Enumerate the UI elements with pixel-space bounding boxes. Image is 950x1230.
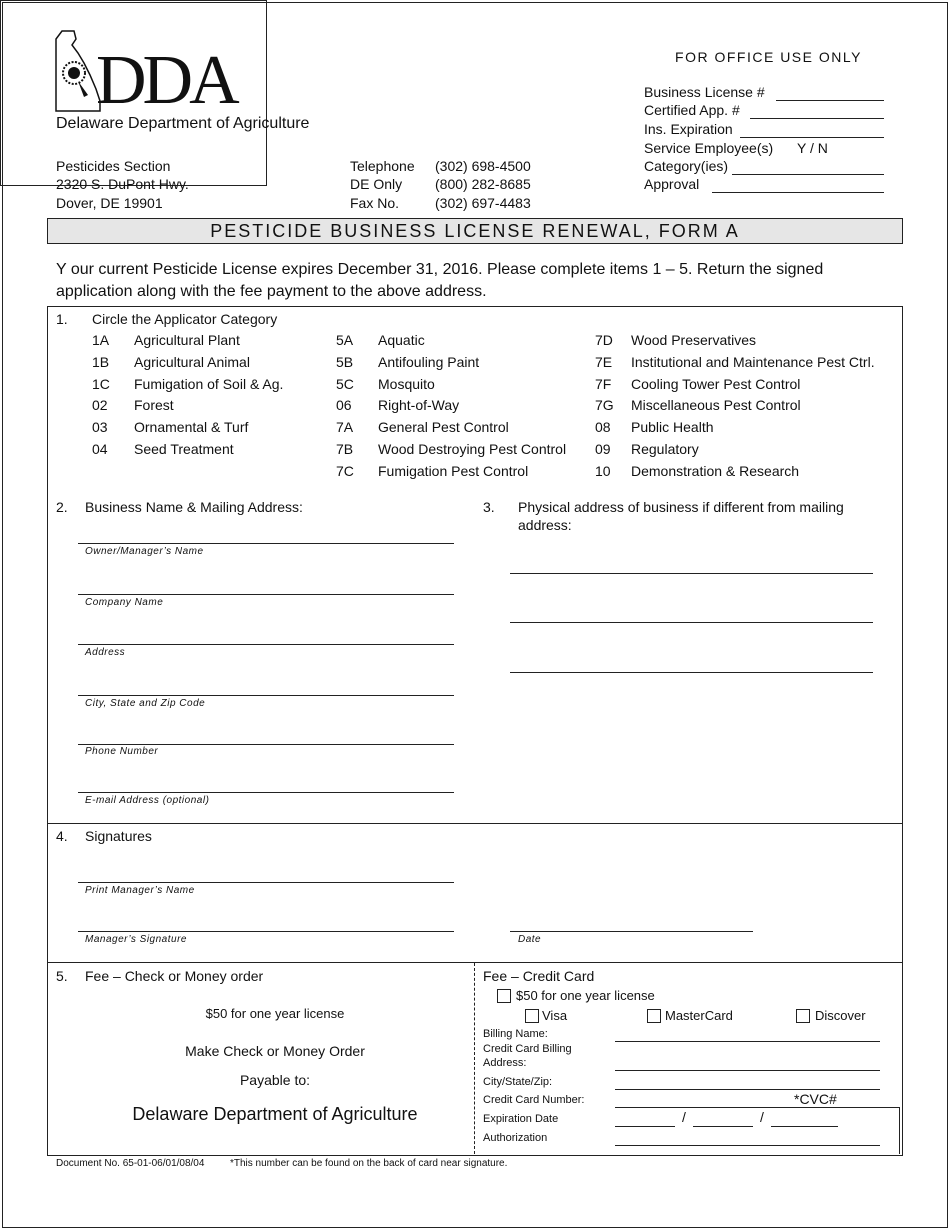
- field-caption: Manager’s Signature: [85, 934, 187, 945]
- office-field-label: Ins. Expiration: [644, 121, 733, 137]
- payee-name: Delaware Department of Agriculture: [132, 1104, 418, 1124]
- section-divider: [47, 823, 902, 824]
- category-code: 04: [92, 441, 108, 457]
- category-code: 06: [336, 397, 352, 413]
- category-code: 7C: [336, 463, 354, 479]
- card-type-label: MasterCard: [665, 1008, 733, 1023]
- credit-city-field[interactable]: [615, 1089, 880, 1090]
- category-code: 7F: [595, 376, 612, 392]
- section-number: 4.: [56, 828, 68, 844]
- category-label[interactable]: Institutional and Maintenance Pest Ctrl.: [631, 354, 875, 370]
- agency-name: Delaware Department of Agriculture: [56, 115, 310, 132]
- address-field[interactable]: [78, 644, 454, 645]
- category-label[interactable]: Forest: [134, 397, 174, 413]
- office-field-label: Approval: [644, 176, 700, 192]
- check-fee-amount: $50 for one year license: [205, 1006, 345, 1021]
- field-caption: Print Manager’s Name: [85, 885, 195, 896]
- office-field-label: Service Employee(s): [644, 140, 774, 156]
- visa-checkbox[interactable]: [525, 1009, 539, 1023]
- billing-address-label: Credit Card Billing: [483, 1043, 572, 1055]
- contact-value: (302) 697-4483: [435, 195, 531, 211]
- credit-right-divider: [899, 1108, 900, 1154]
- billing-address-field[interactable]: [615, 1070, 880, 1071]
- section-number: 1.: [56, 311, 68, 327]
- section1-title: Circle the Applicator Category: [92, 311, 278, 327]
- phone-number-field[interactable]: [78, 744, 454, 745]
- category-label[interactable]: General Pest Control: [378, 419, 509, 435]
- contact-value: (302) 698-4500: [435, 158, 531, 174]
- category-code: 02: [92, 397, 108, 413]
- payable-to-text: Payable to:: [239, 1072, 311, 1088]
- section2-title: Business Name & Mailing Address:: [85, 499, 303, 515]
- field-caption: Owner/Manager’s Name: [85, 546, 204, 557]
- office-use-title: FOR OFFICE USE ONLY: [675, 49, 862, 65]
- city-state-zip-field[interactable]: [78, 695, 454, 696]
- field-caption: E-mail Address (optional): [85, 795, 210, 806]
- print-manager-name-field[interactable]: [78, 882, 454, 883]
- category-label[interactable]: Aquatic: [378, 332, 425, 348]
- section-number: 3.: [483, 499, 495, 515]
- intro-text: Y our current Pesticide License expires December 31, 2016. Please complete items 1 – 5. Return the signed: [56, 261, 824, 278]
- office-use-box: [0, 0, 267, 186]
- physical-address-field[interactable]: [510, 622, 873, 623]
- category-code: 1B: [92, 354, 110, 370]
- credit-fee-option: $50 for one year license: [516, 988, 655, 1003]
- office-field-label: Category(ies): [644, 158, 729, 174]
- category-code: 5B: [336, 354, 354, 370]
- email-field[interactable]: [78, 792, 454, 793]
- date-separator: /: [760, 1109, 764, 1125]
- card-number-label: Credit Card Number:: [483, 1094, 585, 1106]
- category-code: 5C: [336, 376, 354, 392]
- physical-address-field[interactable]: [510, 672, 873, 673]
- field-caption: City, State and Zip Code: [85, 698, 206, 709]
- office-field-line[interactable]: [776, 100, 884, 101]
- category-code: 7E: [595, 354, 613, 370]
- category-code: 10: [595, 463, 611, 479]
- contact-label: Fax No.: [350, 195, 400, 211]
- category-code: 7G: [595, 397, 614, 413]
- cvc-label: *CVC#: [794, 1091, 837, 1107]
- category-label[interactable]: Regulatory: [631, 441, 699, 457]
- category-label[interactable]: Seed Treatment: [134, 441, 234, 457]
- category-label[interactable]: Fumigation of Soil & Ag.: [134, 376, 284, 392]
- section5-title: Fee – Check or Money order: [85, 968, 264, 984]
- owner-name-field[interactable]: [78, 543, 454, 544]
- billing-address-label: Address:: [483, 1057, 527, 1069]
- address-line: Pesticides Section: [56, 158, 171, 174]
- credit-card-title: Fee – Credit Card: [483, 968, 595, 984]
- discover-checkbox[interactable]: [796, 1009, 810, 1023]
- category-label[interactable]: Right-of-Way: [378, 397, 460, 413]
- office-yn-label: Y / N: [797, 140, 828, 156]
- section4-title: Signatures: [85, 828, 152, 844]
- expiration-year-field[interactable]: [771, 1126, 838, 1127]
- category-label[interactable]: Agricultural Plant: [134, 332, 240, 348]
- contact-value: (800) 282-8685: [435, 176, 531, 192]
- category-code: 1A: [92, 332, 110, 348]
- cvc-footnote: *This number can be found on the back of card near signature.: [230, 1158, 508, 1169]
- address-line: Dover, DE 19901: [56, 195, 163, 211]
- dda-logo: DDA: [96, 42, 236, 119]
- expiration-label: Expiration Date: [483, 1113, 559, 1125]
- address-line: 2320 S. DuPont Hwy.: [56, 176, 189, 192]
- category-label[interactable]: Mosquito: [378, 376, 435, 392]
- field-caption: Date: [518, 934, 542, 945]
- authorization-field[interactable]: [615, 1145, 880, 1146]
- category-code: 5A: [336, 332, 354, 348]
- section-number: 5.: [56, 968, 68, 984]
- office-field-line[interactable]: [732, 174, 884, 175]
- category-label[interactable]: Cooling Tower Pest Control: [631, 376, 801, 392]
- make-check-text: Make Check or Money Order: [185, 1043, 365, 1059]
- category-code: 08: [595, 419, 611, 435]
- category-code: 1C: [92, 376, 110, 392]
- city-state-zip-label: City/State/Zip:: [483, 1076, 553, 1088]
- card-type-label: Visa: [542, 1008, 568, 1023]
- office-field-label: Business License #: [644, 84, 765, 100]
- category-code: 7D: [595, 332, 613, 348]
- category-code: 7A: [336, 419, 354, 435]
- office-field-line[interactable]: [740, 137, 884, 138]
- office-field-line[interactable]: [750, 118, 884, 119]
- physical-address-field[interactable]: [510, 573, 873, 574]
- category-label[interactable]: Fumigation Pest Control: [378, 463, 529, 479]
- document-number: Document No. 65-01-06/01/08/04: [56, 1158, 205, 1169]
- billing-name-label: Billing Name:: [483, 1028, 548, 1040]
- card-number-field[interactable]: [615, 1107, 900, 1108]
- category-label[interactable]: Antifouling Paint: [378, 354, 480, 370]
- section3-title: address:: [518, 517, 572, 533]
- field-caption: Company Name: [85, 597, 164, 608]
- field-caption: Phone Number: [85, 746, 159, 757]
- expiration-day-field[interactable]: [693, 1126, 753, 1127]
- expiration-month-field[interactable]: [615, 1126, 675, 1127]
- contact-label: Telephone: [350, 158, 415, 174]
- category-label[interactable]: Wood Preservatives: [631, 332, 757, 348]
- card-type-label: Discover: [815, 1008, 866, 1023]
- category-label[interactable]: Demonstration & Research: [631, 463, 800, 479]
- office-field-label: Certified App. #: [644, 102, 740, 118]
- category-label[interactable]: Public Health: [631, 419, 714, 435]
- section3-title: Physical address of business if different from mailing: [518, 499, 844, 515]
- category-label[interactable]: Ornamental & Turf: [134, 419, 249, 435]
- fee-option-checkbox[interactable]: [497, 989, 511, 1003]
- mastercard-checkbox[interactable]: [647, 1009, 661, 1023]
- company-name-field[interactable]: [78, 594, 454, 595]
- intro-text: application along with the fee payment to the above address.: [56, 283, 487, 300]
- contact-label: DE Only: [350, 176, 403, 192]
- category-label[interactable]: Agricultural Animal: [134, 354, 250, 370]
- category-code: 7B: [336, 441, 354, 457]
- category-label[interactable]: Wood Destroying Pest Control: [378, 441, 567, 457]
- date-separator: /: [682, 1109, 686, 1125]
- category-label[interactable]: Miscellaneous Pest Control: [631, 397, 801, 413]
- category-code: 03: [92, 419, 108, 435]
- billing-name-field[interactable]: [615, 1041, 880, 1042]
- section-number: 2.: [56, 499, 68, 515]
- manager-signature-field[interactable]: [78, 931, 454, 932]
- authorization-label: Authorization: [483, 1132, 548, 1144]
- category-code: 09: [595, 441, 611, 457]
- date-field[interactable]: [510, 931, 753, 932]
- office-field-line[interactable]: [712, 192, 884, 193]
- fee-column-divider: [474, 963, 475, 1154]
- form-title: PESTICIDE BUSINESS LICENSE RENEWAL, FORM A: [47, 218, 903, 244]
- field-caption: Address: [85, 647, 126, 658]
